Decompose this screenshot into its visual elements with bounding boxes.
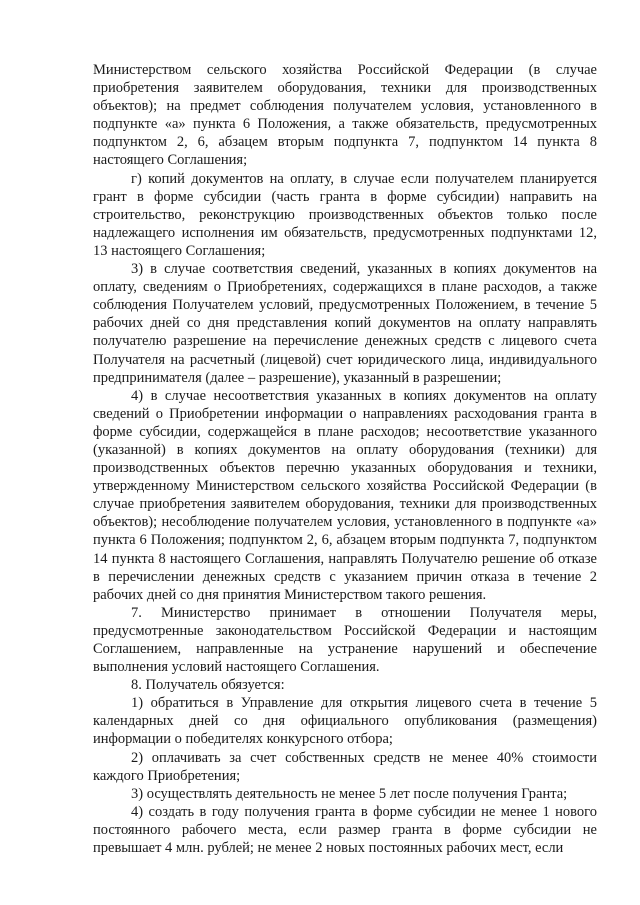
paragraph-item-4: 4) в случае несоответствия указанных в копиях документов на оплату сведений о Приобретении информации о направлениях расходования гранта в форме субсидии, содержащейся в плане расходов; несоответствие указанного (указанной) в копиях документов на оплату оборудования (техники) для производственных объектов перечню указанных оборудования и техники, утвержденному Министерством сельского хозяйства Российской Федерации (в случае приобретения заявителем оборудования, техники для производственных объектов); несоблюдение получателем условия, установленного в подпункте «а» пункта 6 Положения; подпунктом 2, 6, абзацем вторым подпункта 7, подпунктом 14 пункта 8 настоящего Соглашения, направлять Получателю решение об отказе в перечислении денежных средств с указанием причин отказа в течение 2 рабочих дней со дня принятия Министерством такого решения. [93, 387, 597, 603]
paragraph-section-7: 7. Министерство принимает в отношении Получателя меры, предусмотренные законодательством Российской Федерации и настоящим Соглашением, направленные на устранение нарушений и обеспечение выполнения условий настоящего Соглашения. [93, 604, 597, 676]
paragraph-obligation-1: 1) обратиться в Управление для открытия лицевого счета в течение 5 календарных дней со дня официального опубликования (размещения) информации о победителях конкурсного отбора; [93, 695, 597, 748]
paragraph-obligation-3: 3) осуществлять деятельность не менее 5 лет после получения Гранта; [131, 785, 568, 802]
document-body [93, 61, 597, 857]
paragraph-item-3: 3) в случае соответствия сведений, указанных в копиях документов на оплату, сведениям о Приобретениях, содержащихся в плане расходов, а также соблюдения Получателем условий, предусмотренных Положением, в течение 5 рабочих дней со дня представления копий документов на оплату направлять получателю разрешение на перечисление денежных средств с лицевого счета Получателя на расчетный (лицевой) счет юридического лица, индивидуального предпринимателя (далее – разрешение), указанный в разрешении; [93, 261, 597, 386]
paragraph-section-8-heading: 8. Получатель обязуется: [131, 677, 285, 694]
paragraph-obligation-2: 2) оплачивать за счет собственных средств не менее 40% стоимости каждого Приобретения; [93, 749, 597, 784]
paragraph-obligation-4: 4) создать в году получения гранта в форме субсидии не менее 1 нового постоянного рабочего места, если размер гранта в форме субсидии не превышает 4 млн. рублей; не менее 2 новых постоянных рабочих мест, если [93, 803, 597, 857]
paragraph-continuation: Министерством сельского хозяйства Российской Федерации (в случае приобретения заявителем оборудования, техники для производственных объектов); на предмет соблюдения получателем условия, установленного в подпункте «а» пункта 6 Положения, а также обязательств, предусмотренных подпунктом 2, 6, абзацем вторым подпункта 7, подпунктом 14 пункта 8 настоящего Соглашения; [93, 62, 597, 169]
paragraph-item-g: г) копий документов на оплату, в случае если получателем планируется грант в форме субсидии (часть гранта в форме субсидии) направить на строительство, реконструкцию производственных объектов только после надлежащего исполнения им обязательств, предусмотренных подпунктами 12, 13 настоящего Соглашения; [93, 170, 597, 259]
